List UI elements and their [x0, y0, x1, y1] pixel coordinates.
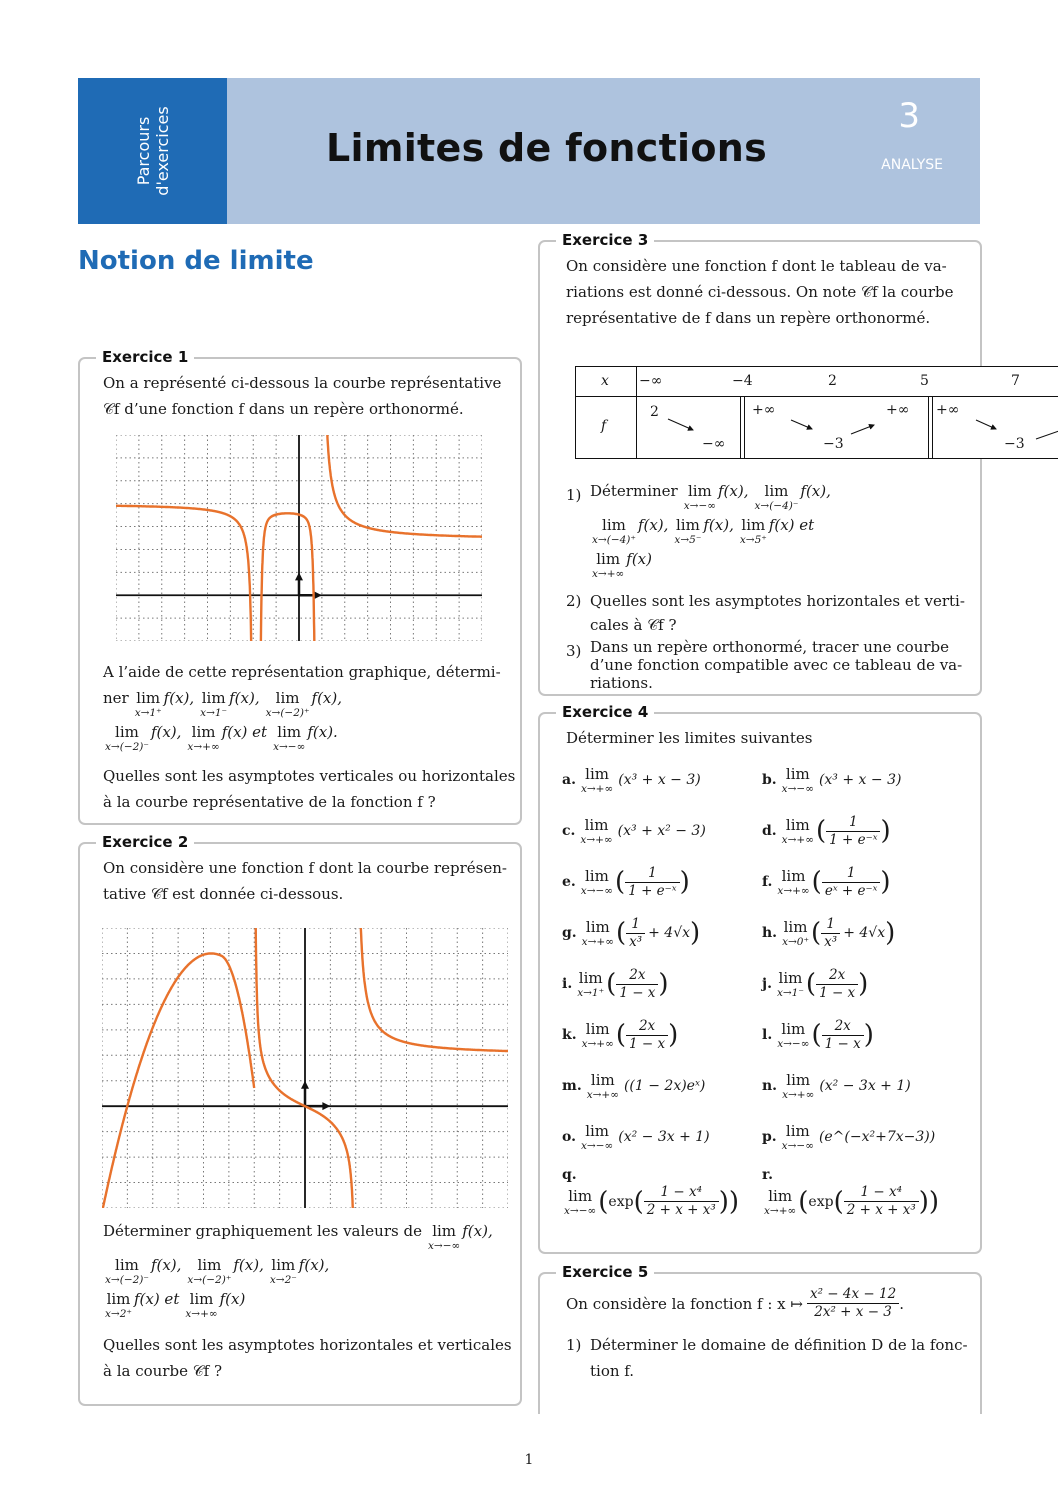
ex1-question1-line1: A l’aide de cette représentation graphique, détermi- — [103, 663, 501, 681]
ex4-item-key: m. — [562, 1078, 582, 1094]
ex3-limit-1: lim x→−∞ — [683, 482, 716, 512]
ex1-question2-line1: Quelles sont les asymptotes verticales ou horizontales — [103, 767, 516, 785]
ex4-item: q. lim x→−∞ ( exp ( $\frac{\text{1 − x⁴}}{\text{2 + x + x³}}$ ) ) — [562, 1167, 740, 1218]
ex1-limit-5: lim x→+∞ — [187, 723, 220, 753]
fraction: $\frac{1}{\text{1 + e⁻ˣ}}$ — [826, 814, 880, 849]
ex4-item: l. lim x→−∞ ( $\frac{2x}{1 - x}$ ) — [762, 1017, 874, 1052]
ex3-limit-2: lim x→(−4)⁻ — [754, 482, 799, 512]
ex4-item: f. lim x→+∞ ( $\frac{1}{\text{eˣ + e⁻ˣ}}$ ) — [762, 864, 891, 899]
section-title: Notion de limite — [78, 246, 314, 276]
ex2-limit-6: lim x→+∞ — [185, 1290, 218, 1320]
limit-expression: ((1 − 2x)eˣ) — [623, 1078, 706, 1094]
ex1-limit-3: lim x→(−2)⁺ — [265, 689, 310, 719]
ex4-item: r. lim x→+∞ ( exp ( $\frac{\text{1 − x⁴}}{\text{2 + x + x³}}$ ) ) — [762, 1167, 940, 1218]
limit-operator: lim x→+∞ — [781, 816, 814, 846]
limit-operator: lim x→0⁺ — [782, 918, 810, 948]
tv-f-seg2-end: +∞ — [886, 402, 910, 418]
ex3-q3-line1: Dans un repère orthonormé, tracer une courbe — [590, 638, 950, 656]
function-curve-branch — [322, 435, 482, 537]
arrow-increasing-icon — [851, 425, 874, 434]
tv-f-seg1-end: −∞ — [702, 436, 726, 452]
exercise-2-label: Exercice 2 — [96, 832, 194, 852]
ex4-item-key: e. — [562, 874, 576, 890]
function-curve-branch — [253, 513, 321, 641]
arrow-decreasing-icon — [976, 420, 996, 429]
expression-tail: + 4√x — [648, 925, 691, 941]
ex4-item-key: p. — [762, 1129, 777, 1145]
page-number: 1 — [524, 1452, 534, 1468]
limit-expression: (x³ + x − 3) — [818, 772, 902, 788]
ex2-limits — [103, 1222, 497, 1324]
ex4-item-key: k. — [562, 1027, 577, 1043]
ex3-q2-num: 2) — [566, 592, 582, 610]
ex1-graph — [116, 435, 482, 641]
ex5-q1-num: 1) — [566, 1336, 582, 1354]
ex1-limits-row1: ner lim x→1⁺ f(x), lim x→1⁻ f(x), lim x→(−2)⁺ f(x), — [103, 689, 343, 719]
fraction: $\frac{2x}{1 - x}$ — [616, 967, 658, 1002]
ex3-q3-line3: riations. — [590, 674, 653, 692]
tv-x-value-4: 5 — [920, 373, 929, 389]
unit-arrow-j-icon — [295, 572, 303, 580]
fraction: $\frac{\text{1 − x⁴}}{\text{2 + x + x³}}$ — [644, 1184, 719, 1219]
limit-expression: (x³ + x − 3) — [618, 772, 701, 788]
ex4-item-key: f. — [762, 874, 773, 890]
limit-operator: lim x→+∞ — [580, 765, 614, 795]
ex4-item: g. lim x→+∞ ( $\frac{1}{\text{x³}}$ + 4√x ) — [562, 915, 701, 950]
ex4-item-key: d. — [762, 823, 777, 839]
arrow-increasing-icon — [1036, 431, 1058, 439]
ex4-item-key: l. — [762, 1027, 773, 1043]
limit-operator: lim x→−∞ — [781, 765, 814, 795]
arrow-decreasing-icon — [791, 420, 812, 429]
ex2-question2-line1: Quelles sont les asymptotes horizontales et verticales — [103, 1336, 512, 1354]
ex5-q1-line2: tion f. — [590, 1362, 635, 1380]
ex4-item-key: i. — [562, 976, 573, 992]
ex4-item: h. lim x→0⁺ ( $\frac{1}{\text{x³}}$ + 4√x ) — [762, 915, 896, 950]
ex5-function-fraction: $\frac{\text{x² − 4x − 12}}{\text{2x² + x − 3}}$ — [807, 1286, 899, 1321]
ex2-limits-row3: lim x→2⁺ f(x) et lim x→+∞ f(x) — [105, 1290, 246, 1320]
fraction: $\frac{2x}{1 - x}$ — [822, 1018, 864, 1053]
ex3-limits — [590, 482, 835, 584]
unit-arrow-j-icon — [301, 1081, 309, 1089]
ex3-intro-line3: représentative de f dans un repère orthonormé. — [566, 309, 931, 327]
ex4-item-key: b. — [762, 772, 777, 788]
ex3-intro-line1: On considère une fonction f dont le tableau de va- — [566, 257, 947, 275]
limit-operator: lim x→+∞ — [777, 867, 810, 897]
fraction: $\frac{1}{\text{eˣ + e⁻ˣ}}$ — [822, 865, 881, 900]
ex1-limits — [103, 689, 346, 757]
ex4-item-key: a. — [562, 772, 576, 788]
ex4-item — [562, 1115, 710, 1159]
exercise-5-label: Exercice 5 — [556, 1262, 654, 1282]
chapter-number: 3 — [898, 96, 920, 136]
ex1-limits-row2: lim x→(−2)⁻ f(x), lim x→+∞ f(x) et lim x→−∞ f(x). — [105, 723, 338, 753]
ex2-intro-line2: tative 𝒞f est donnée ci-dessous. — [103, 885, 344, 903]
tv-x-value-3: 2 — [828, 373, 837, 389]
limit-operator: lim x→−∞ — [564, 1186, 597, 1217]
ex3-limit-5: lim x→5⁺ — [739, 516, 767, 546]
ex5-intro: On considère la fonction f : x ↦ $\frac{\text{x² − 4x − 12}}{\text{2x² + x − 3}}$ . — [566, 1286, 904, 1320]
ex4-item-key: c. — [562, 823, 576, 839]
ex4-item-key: h. — [762, 925, 778, 941]
limit-operator: lim x→+∞ — [782, 1071, 815, 1101]
ex4-item-key: g. — [562, 925, 577, 941]
ex1-limit-6: lim x→−∞ — [273, 723, 306, 753]
exercise-4 — [538, 703, 982, 1254]
limit-operator: lim x→−∞ — [580, 1122, 614, 1152]
ex2-limit-3: lim x→(−2)⁺ — [187, 1256, 232, 1286]
ex4-item: j. lim x→1⁻ ( $\frac{2x}{1 - x}$ ) — [762, 966, 869, 1001]
exercise-5 — [538, 1263, 982, 1414]
ex2-limit-5: lim x→2⁺ — [105, 1290, 132, 1320]
tv-f-seg3-start: +∞ — [936, 402, 960, 418]
ex4-item — [562, 758, 701, 802]
limit-expression: (x² − 3x + 1) — [819, 1078, 911, 1094]
header-side-panel — [78, 78, 227, 224]
ex4-item — [762, 1064, 911, 1108]
ex2-limit-4: lim x→2⁻ — [269, 1256, 297, 1286]
ex3-q2-line1: Quelles sont les asymptotes horizontales et verti- — [590, 592, 965, 610]
fraction: $\frac{\text{1 − x⁴}}{\text{2 + x + x³}}$ — [844, 1184, 919, 1219]
ex4-item — [762, 758, 901, 802]
exercise-3-label: Exercice 3 — [556, 230, 654, 250]
page-title: Limites de fonctions — [326, 126, 768, 170]
limit-operator: lim x→−∞ — [777, 1020, 810, 1050]
limit-operator: lim x→+∞ — [581, 1020, 614, 1050]
tv-x-value-5: 7 — [1011, 373, 1020, 389]
exercise-3 — [538, 231, 982, 696]
ex5-q1-line1: Déterminer le domaine de définition D de la fonc- — [590, 1336, 968, 1354]
ex4-item: i. lim x→1⁺ ( $\frac{2x}{1 - x}$ ) — [562, 966, 669, 1001]
tv-f-seg3-min: −3 — [1004, 436, 1025, 452]
ex4-intro: Déterminer les limites suivantes — [566, 729, 813, 747]
tv-f-seg2-start: +∞ — [752, 402, 776, 418]
side-label-line1: Parcours — [133, 116, 153, 186]
arrow-decreasing-icon — [668, 419, 693, 430]
ex2-question2-line2: à la courbe 𝒞f ? — [103, 1362, 223, 1380]
exp-function: exp — [608, 1193, 634, 1210]
limit-expression: (x² − 3x + 1) — [618, 1129, 710, 1145]
tv-f-seg1-start: 2 — [650, 404, 659, 420]
ex2-limits-row2: lim x→(−2)⁻ f(x), lim x→(−2)⁺ f(x), lim x→2⁻ f(x), — [105, 1256, 330, 1286]
limit-operator: lim x→+∞ — [581, 918, 614, 948]
tv-x-label: x — [601, 373, 609, 389]
tv-x-value-1: −∞ — [639, 373, 663, 389]
unit-arrow-i-icon — [322, 1102, 330, 1110]
ex4-item: k. lim x→+∞ ( $\frac{2x}{1 - x}$ ) — [562, 1017, 679, 1052]
limit-operator: lim x→1⁻ — [776, 969, 804, 999]
limit-expression: (e^(−x²+7x−3)) — [818, 1129, 936, 1145]
ex1-limit-2: lim x→1⁻ — [200, 689, 228, 719]
chapter-category: ANALYSE — [881, 157, 943, 173]
ex4-item-key: r. — [762, 1167, 773, 1183]
ex3-limits-row1: Déterminer lim x→−∞ f(x), lim x→(−4)⁻ f(x), — [590, 482, 831, 512]
limit-expression: (x³ + x² − 3) — [617, 823, 706, 839]
tv-x-value-2: −4 — [732, 373, 753, 389]
exercise-1 — [78, 348, 522, 825]
expression-tail: + 4√x — [843, 925, 886, 941]
limit-operator: lim x→+∞ — [764, 1186, 797, 1217]
unit-arrow-i-icon — [314, 591, 322, 599]
exp-function: exp — [808, 1193, 834, 1210]
ex2-graph — [102, 928, 508, 1208]
ex3-q1-prefix: Déterminer — [590, 482, 678, 500]
fraction: $\frac{1}{\text{x³}}$ — [821, 916, 840, 951]
tv-f-seg2-min: −3 — [823, 436, 844, 452]
ex2-limit-1: lim x→−∞ — [427, 1222, 461, 1252]
ex3-q3-num: 3) — [566, 642, 582, 660]
ex3-intro-line2: riations est donné ci-dessous. On note 𝒞f la courbe — [566, 283, 954, 301]
fraction: $\frac{1}{\text{x³}}$ — [626, 916, 645, 951]
ex4-item: d. lim x→+∞ ( $\frac{1}{\text{1 + e⁻ˣ}}$ ) — [762, 813, 891, 848]
ex3-q1-num: 1) — [566, 486, 582, 504]
variation-table — [575, 366, 1058, 459]
ex3-q2-line2: cales à 𝒞f ? — [590, 616, 677, 634]
fraction: $\frac{2x}{1 - x}$ — [816, 967, 858, 1002]
fraction: $\frac{1}{\text{1 + e⁻ˣ}}$ — [625, 865, 679, 900]
exercise-4-label: Exercice 4 — [556, 702, 654, 722]
fraction: $\frac{2x}{1 - x}$ — [626, 1018, 668, 1053]
ex3-limit-3: lim x→(−4)⁺ — [592, 516, 636, 546]
tv-arrows — [576, 367, 1058, 458]
ex1-limit-1: lim x→1⁺ — [134, 689, 162, 719]
ex3-limit-4: lim x→5⁻ — [674, 516, 702, 546]
header-side-label — [134, 106, 172, 195]
ex4-item: e. lim x→−∞ ( $\frac{1}{\text{1 + e⁻ˣ}}$ ) — [562, 864, 690, 899]
ex3-limits-row3: lim x→+∞ f(x) — [592, 550, 652, 580]
limit-operator: lim x→−∞ — [580, 867, 614, 897]
ex1-limit-4: lim x→(−2)⁻ — [105, 723, 149, 753]
ex4-item — [562, 809, 706, 853]
chapter-header — [78, 78, 980, 224]
ex3-limit-6: lim x→+∞ — [592, 550, 625, 580]
ex2-q1-prefix: Déterminer graphiquement les valeurs de — [103, 1222, 422, 1240]
ex5-intro-prefix: On considère la fonction f : x ↦ — [566, 1294, 803, 1313]
ex4-item-key: q. — [562, 1167, 577, 1183]
limit-operator: lim x→+∞ — [586, 1071, 619, 1101]
ex3-limits-row2: lim x→(−4)⁺ f(x), lim x→5⁻ f(x), lim x→5⁺ f(x) et — [592, 516, 815, 546]
ex1-q1-prefix: ner — [103, 689, 129, 707]
limit-operator: lim x→1⁺ — [577, 969, 605, 999]
limit-operator: lim x→+∞ — [580, 816, 613, 846]
side-label-line2: d'exercices — [152, 106, 172, 196]
ex4-item-key: o. — [562, 1129, 576, 1145]
ex1-intro-line2: 𝒞f d’une fonction f dans un repère orthonormé. — [103, 400, 464, 418]
ex3-q3-line2: d’une fonction compatible avec ce tableau de va- — [590, 656, 963, 674]
ex4-item-key: j. — [762, 976, 772, 992]
ex1-intro-line1: On a représenté ci-dessous la courbe représentative — [103, 374, 502, 392]
ex4-item-key: n. — [762, 1078, 778, 1094]
exercise-1-label: Exercice 1 — [96, 347, 194, 367]
limit-operator: lim x→−∞ — [781, 1122, 814, 1152]
ex2-limits-row1: Déterminer graphiquement les valeurs de lim x→−∞ f(x), — [103, 1222, 493, 1252]
ex2-intro-line1: On considère une fonction f dont la courbe représen- — [103, 859, 507, 877]
ex2-limit-2: lim x→(−2)⁻ — [105, 1256, 149, 1286]
ex1-question2-line2: à la courbe représentative de la fonction f ? — [103, 793, 436, 811]
tv-f-label: f — [601, 418, 607, 434]
exercise-2 — [78, 833, 522, 1406]
ex4-item — [762, 1115, 935, 1159]
ex4-item — [562, 1064, 705, 1108]
